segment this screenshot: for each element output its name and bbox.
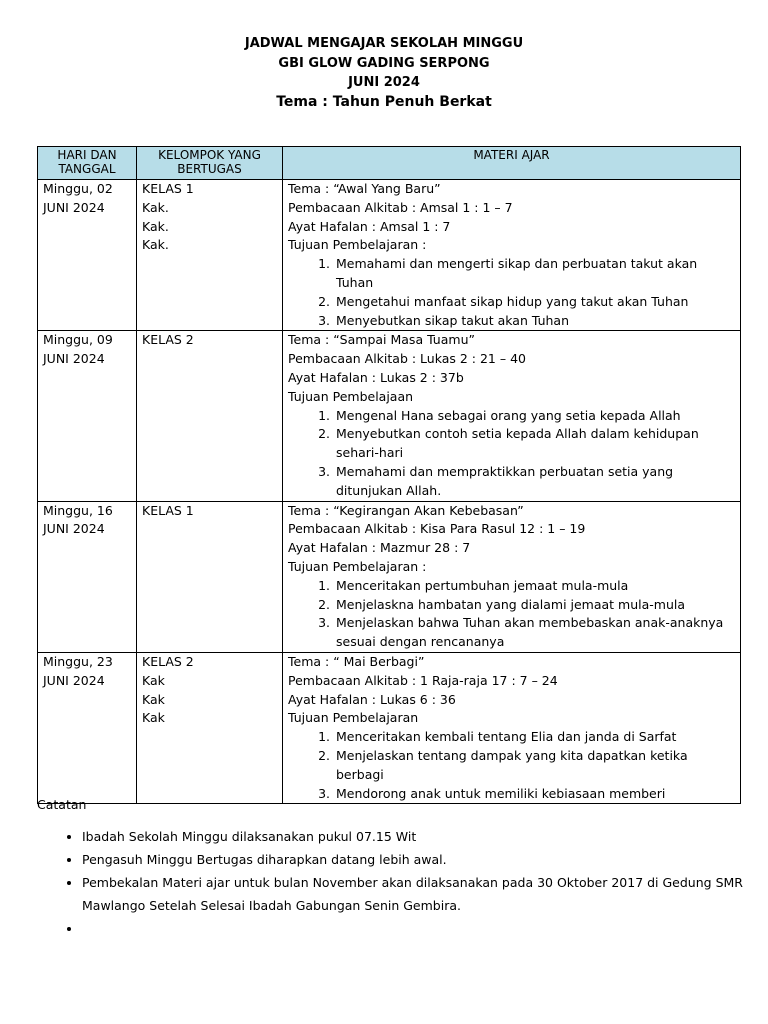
date-cell: [38, 652, 137, 803]
header-group: KELOMPOK YANG BERTUGAS: [137, 147, 283, 180]
date-day: Minggu, 09: [43, 332, 113, 348]
note-item: • Pembekalan Materi ajar untuk bulan November akan dilaksanakan pada 30 Oktober 2017 di Gedung SMR Mawlango Setelah Selesai Ibadah Gabungan Senin Gembira.: [82, 872, 768, 917]
goal-item: 3. Menyebutkan sikap takut akan Tuhan: [334, 312, 735, 331]
date-cell: [38, 501, 137, 652]
schedule-theme: Tema : Tahun Penuh Berkat: [276, 93, 492, 110]
date-month: JUNI 2024: [43, 672, 105, 688]
header-material: MATERI AJAR: [283, 147, 741, 180]
goals-list: [288, 728, 735, 803]
date-day: Minggu, 23: [43, 653, 113, 669]
material-cell: [283, 652, 741, 803]
goals-list: [288, 407, 735, 501]
table-row: [38, 180, 741, 331]
group-cell: [137, 331, 283, 501]
note-item-empty: [82, 918, 768, 941]
group-class: KELAS 2: [142, 653, 194, 669]
lesson-theme: Tema : “ Mai Berbagi”: [288, 653, 425, 669]
group-class: KELAS 2: [142, 332, 194, 348]
date-month: JUNI 2024: [43, 199, 105, 215]
goal-item: 1. Mengenal Hana sebagai orang yang setia kepada Allah: [334, 407, 735, 426]
notes-list: [37, 826, 768, 941]
goals-label: Tujuan Pembelajaran :: [288, 237, 427, 253]
group-class: KELAS 1: [142, 502, 194, 518]
schedule-table: [37, 146, 741, 804]
goal-item: 2. Menjelaskan tentang dampak yang kita dapatkan ketika berbagi: [334, 747, 735, 785]
date-month: JUNI 2024: [43, 351, 105, 367]
notes-heading: Catatan: [37, 797, 87, 812]
memory-verse: Ayat Hafalan : Amsal 1 : 7: [288, 218, 451, 234]
bible-reading: Pembacaan Alkitab : Lukas 2 : 21 – 40: [288, 351, 526, 367]
goals-list: [288, 577, 735, 652]
goal-item: 1. Memahami dan mengerti sikap dan perbuatan takut akan Tuhan: [334, 255, 735, 293]
group-cell: [137, 501, 283, 652]
group-teacher: Kak: [142, 710, 165, 726]
goal-item: 2. Mengetahui manfaat sikap hidup yang takut akan Tuhan: [334, 293, 735, 312]
lesson-theme: Tema : “Kegirangan Akan Kebebasan”: [288, 502, 524, 518]
table-row: [38, 501, 741, 652]
schedule-month: JUNI 2024: [348, 75, 420, 90]
group-cell: [137, 180, 283, 331]
group-teacher: Kak: [142, 691, 165, 707]
goal-item: 3. Mendorong anak untuk memiliki kebiasaan memberi: [334, 785, 735, 804]
material-cell: [283, 501, 741, 652]
date-day: Minggu, 02: [43, 181, 113, 196]
material-cell: [283, 331, 741, 501]
goal-item: 2. Menyebutkan contoh setia kepada Allah dalam kehidupan sehari-hari: [334, 425, 735, 463]
material-cell: [283, 180, 741, 331]
bible-reading: Pembacaan Alkitab : Kisa Para Rasul 12 : 1 – 19: [288, 521, 586, 537]
date-cell: [38, 331, 137, 501]
table-row: [38, 652, 741, 803]
bible-reading: Pembacaan Alkitab : 1 Raja-raja 17 : 7 – 24: [288, 672, 558, 688]
memory-verse: Ayat Hafalan : Lukas 2 : 37b: [288, 369, 464, 385]
table-header-row: [38, 147, 741, 180]
lesson-theme: Tema : “Sampai Masa Tuamu”: [288, 332, 475, 348]
header-date: HARI DAN TANGGAL: [38, 147, 137, 180]
goals-label: Tujuan Pembelajaran: [288, 710, 419, 726]
bible-reading: Pembacaan Alkitab : Amsal 1 : 1 – 7: [288, 199, 513, 215]
date-month: JUNI 2024: [43, 521, 105, 537]
table-row: [38, 331, 741, 501]
note-item: • Pengasuh Minggu Bertugas diharapkan datang lebih awal.: [82, 849, 768, 872]
goals-label: Tujuan Pembelajaan: [288, 388, 414, 404]
group-teacher: Kak.: [142, 199, 169, 215]
group-cell: [137, 652, 283, 803]
goals-label: Tujuan Pembelajaran :: [288, 558, 427, 574]
date-day: Minggu, 16: [43, 502, 113, 518]
goal-item: 3. Menjelaskan bahwa Tuhan akan membebaskan anak-anaknya sesuai dengan rencananya: [334, 614, 735, 652]
goals-list: [288, 255, 735, 330]
group-teacher: Kak.: [142, 218, 169, 234]
goal-item: 1. Menceritakan kembali tentang Elia dan janda di Sarfat: [334, 728, 735, 747]
group-teacher: Kak: [142, 672, 165, 688]
note-item: • Ibadah Sekolah Minggu dilaksanakan pukul 07.15 Wit: [82, 826, 768, 849]
memory-verse: Ayat Hafalan : Mazmur 28 : 7: [288, 540, 471, 556]
document-header: [0, 34, 768, 112]
goal-item: 1. Menceritakan pertumbuhan jemaat mula-mula: [334, 577, 735, 596]
goal-item: 2. Menjelaskna hambatan yang dialami jemaat mula-mula: [334, 596, 735, 615]
lesson-theme: Tema : “Awal Yang Baru”: [288, 181, 441, 196]
date-cell: [38, 180, 137, 331]
goal-item: 3. Memahami dan mempraktikkan perbuatan setia yang ditunjukan Allah.: [334, 463, 735, 501]
church-name: GBI GLOW GADING SERPONG: [278, 55, 490, 71]
memory-verse: Ayat Hafalan : Lukas 6 : 36: [288, 691, 456, 707]
document-title: JADWAL MENGAJAR SEKOLAH MINGGU: [244, 36, 524, 51]
group-teacher: Kak.: [142, 237, 169, 253]
group-class: KELAS 1: [142, 181, 194, 196]
